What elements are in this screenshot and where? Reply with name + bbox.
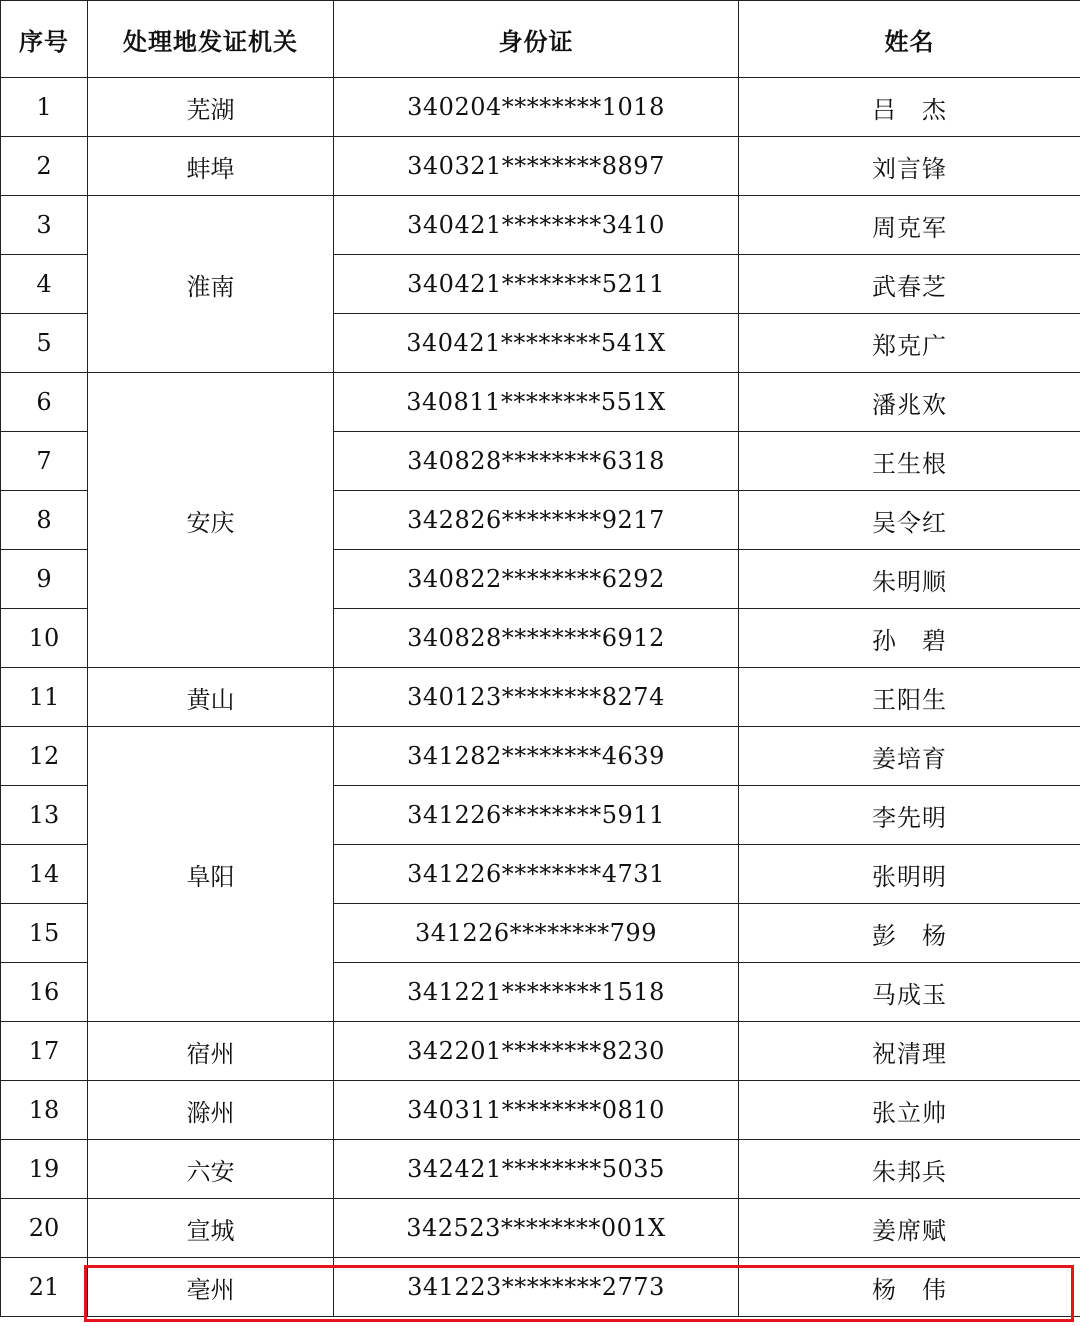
header-name: 姓名 [739, 1, 1080, 78]
row-id: 340421********5211 [334, 255, 739, 314]
row-no: 3 [1, 196, 88, 255]
row-id: 340421********541X [334, 314, 739, 373]
row-no: 20 [1, 1199, 88, 1258]
table-row [1, 196, 1080, 255]
table-row [1, 668, 1080, 727]
row-id: 340204********1018 [334, 78, 739, 137]
row-authority: 蚌埠 [88, 137, 334, 196]
row-no: 12 [1, 727, 88, 786]
row-id: 341226********799 [334, 904, 739, 963]
row-name: 姜席赋 [739, 1199, 1080, 1258]
row-name: 朱邦兵 [739, 1140, 1080, 1199]
row-id: 340828********6912 [334, 609, 739, 668]
row-no: 14 [1, 845, 88, 904]
row-authority: 六安 [88, 1140, 334, 1199]
row-name: 杨 伟 [739, 1258, 1080, 1317]
row-name: 王阳生 [739, 668, 1080, 727]
row-no: 1 [1, 78, 88, 137]
table-row [1, 78, 1080, 137]
table-row [1, 1140, 1080, 1199]
row-name: 武春芝 [739, 255, 1080, 314]
row-name: 周克军 [739, 196, 1080, 255]
table-row [1, 1199, 1080, 1258]
row-name: 姜培育 [739, 727, 1080, 786]
row-id: 340421********3410 [334, 196, 739, 255]
table-row [1, 727, 1080, 786]
row-authority: 淮南 [88, 196, 334, 373]
table-row [1, 137, 1080, 196]
row-id: 341282********4639 [334, 727, 739, 786]
row-id: 341221********1518 [334, 963, 739, 1022]
row-id: 340311********0810 [334, 1081, 739, 1140]
row-id: 340321********8897 [334, 137, 739, 196]
row-id: 341223********2773 [334, 1258, 739, 1317]
row-no: 10 [1, 609, 88, 668]
row-authority: 亳州 [88, 1258, 334, 1317]
row-no: 5 [1, 314, 88, 373]
row-name: 郑克广 [739, 314, 1080, 373]
row-no: 15 [1, 904, 88, 963]
header-no: 序号 [1, 1, 88, 78]
row-id: 342201********8230 [334, 1022, 739, 1081]
row-authority: 宿州 [88, 1022, 334, 1081]
row-id: 341226********4731 [334, 845, 739, 904]
row-name: 李先明 [739, 786, 1080, 845]
row-no: 2 [1, 137, 88, 196]
row-no: 4 [1, 255, 88, 314]
row-id: 341226********5911 [334, 786, 739, 845]
row-name: 朱明顺 [739, 550, 1080, 609]
table-row [1, 373, 1080, 432]
row-id: 342826********9217 [334, 491, 739, 550]
row-no: 17 [1, 1022, 88, 1081]
row-id: 340123********8274 [334, 668, 739, 727]
header-row [1, 1, 1080, 78]
row-no: 9 [1, 550, 88, 609]
row-name: 祝清理 [739, 1022, 1080, 1081]
row-id: 340828********6318 [334, 432, 739, 491]
row-name: 吴令红 [739, 491, 1080, 550]
row-no: 18 [1, 1081, 88, 1140]
row-name: 张立帅 [739, 1081, 1080, 1140]
row-authority: 阜阳 [88, 727, 334, 1022]
row-no: 19 [1, 1140, 88, 1199]
row-id: 340811********551X [334, 373, 739, 432]
table-row [1, 1022, 1080, 1081]
row-no: 21 [1, 1258, 88, 1317]
row-name: 王生根 [739, 432, 1080, 491]
row-authority: 滁州 [88, 1081, 334, 1140]
row-authority: 芜湖 [88, 78, 334, 137]
table-row [1, 1081, 1080, 1140]
row-no: 6 [1, 373, 88, 432]
row-no: 13 [1, 786, 88, 845]
row-no: 7 [1, 432, 88, 491]
row-no: 11 [1, 668, 88, 727]
row-authority: 安庆 [88, 373, 334, 668]
row-name: 彭 杨 [739, 904, 1080, 963]
header-id: 身份证 [334, 1, 739, 78]
row-no: 8 [1, 491, 88, 550]
table-row [1, 1258, 1080, 1317]
row-authority: 黄山 [88, 668, 334, 727]
row-name: 潘兆欢 [739, 373, 1080, 432]
row-name: 马成玉 [739, 963, 1080, 1022]
row-authority: 宣城 [88, 1199, 334, 1258]
row-id: 340822********6292 [334, 550, 739, 609]
row-name: 孙 碧 [739, 609, 1080, 668]
row-no: 16 [1, 963, 88, 1022]
header-authority: 处理地发证机关 [88, 1, 334, 78]
row-id: 342421********5035 [334, 1140, 739, 1199]
row-name: 刘言锋 [739, 137, 1080, 196]
row-id: 342523********001X [334, 1199, 739, 1258]
row-name: 吕 杰 [739, 78, 1080, 137]
row-name: 张明明 [739, 845, 1080, 904]
